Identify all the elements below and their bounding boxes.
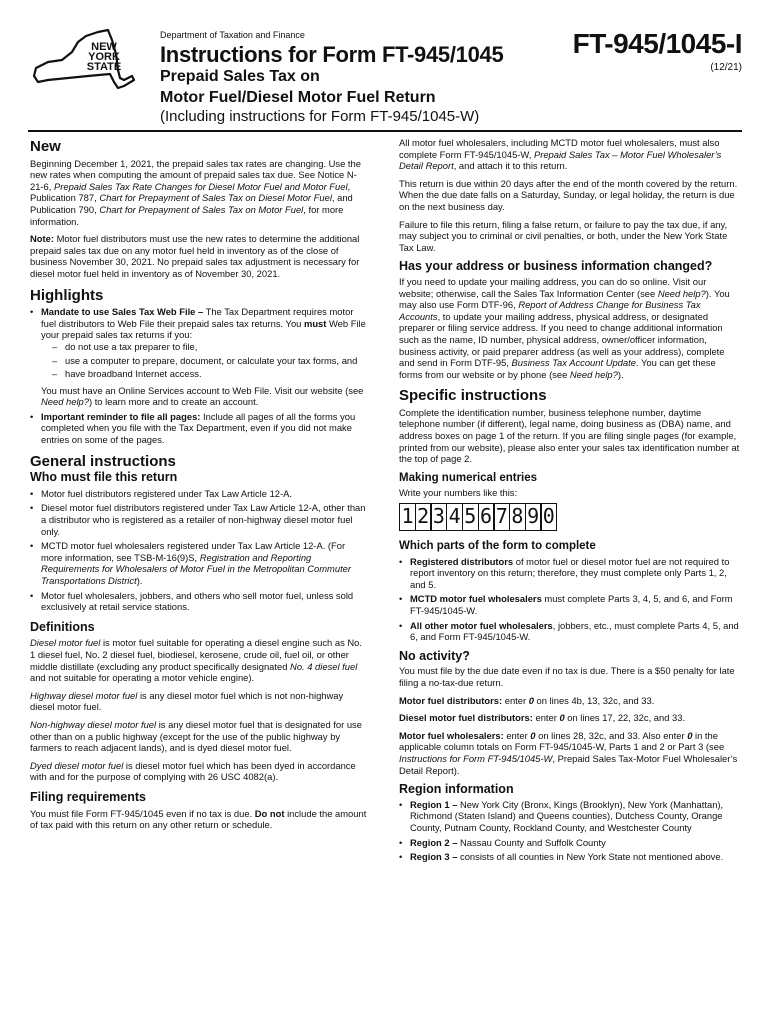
list-item: • Diesel motor fuel distributors registered under Tax Law Article 12-A, other than a distributor who is registered as a retailer of non-highway diesel motor fuel only.: [30, 502, 368, 537]
digit-box: 5: [462, 503, 479, 531]
list-item: • Registered distributors of motor fuel or diesel motor fuel are not required to report inventory on this return; therefore, they must complete only Parts 1, 2, and 5.: [399, 556, 741, 591]
subtitle-line-1: Prepaid Sales Tax on: [160, 68, 320, 85]
specific-instructions-text: Complete the identification number, business telephone number, daytime telephone number (if different), legal name, doing business as (DBA) name, and address boxes on page 1 of the return. If you are filing single pages (for example, printed from our website), please also enter your sales tax identification number at the top of page 2.: [399, 406, 740, 465]
numerical-entries-heading: Making numerical entries: [399, 471, 538, 484]
page-title: Instructions for Form FT-945/1045: [160, 42, 504, 67]
highlights-heading: Highlights: [30, 286, 104, 304]
specific-instructions-heading: Specific instructions: [399, 387, 547, 405]
list-item: • Motor fuel distributors registered under Tax Law Article 12-A.: [30, 488, 368, 500]
list-item: • MCTD motor fuel wholesalers registered under Tax Law Article 12-A. (For more information, see TSB-M-16(9)S, Registration and Reporting Requirements for Wholesalers of Motor Fuel in the Metropolitan Commuter Transportations District).: [30, 540, 368, 586]
digit-box: 4: [446, 503, 463, 531]
which-parts-heading: Which parts of the form to complete: [399, 540, 596, 553]
definitions-heading: Definitions: [30, 619, 95, 634]
no-activity-diesel-distributors: Diesel motor fuel distributors: enter 0 on lines 17, 22, 32c, and 33.: [399, 712, 686, 724]
no-activity-wholesalers: Motor fuel wholesalers: enter 0 on lines 28, 32c, and 33. Also enter 0 in the applicable column totals on Form FT-945/1045-W, Parts 1 and 2 or Part 3 (see Instructions for Form FT-945/1045-W, Prepaid Sales Tax-Motor Fuel Wholesaler’s Detail Report).: [399, 729, 738, 776]
no-activity-distributors: Motor fuel distributors: enter 0 on lines 4b, 13, 32c, and 33.: [399, 694, 655, 706]
right-column: [399, 137, 741, 869]
new-heading: New: [30, 138, 61, 155]
general-instructions-heading: General instructions: [30, 452, 176, 470]
wholesalers-paragraph: All motor fuel wholesalers, including MCTD motor fuel wholesalers, must also complete Form FT-945/1045-W, Prepaid Sales Tax – Motor Fuel Wholesaler’s Detail Report, and attach it to this return.: [399, 137, 722, 172]
new-note: Note: Motor fuel distributors must use the new rates to determine the additional prepaid sales tax due on any motor fuel held in inventory as of the close of business November 30, 2021. No prepaid sales tax adjustment is necessary for diesel motor fuel held in inventory as of November 30, 2021.: [30, 233, 360, 279]
digit-box: 9: [525, 503, 542, 531]
subtitle-line-2: Motor Fuel/Diesel Motor Fuel Return: [160, 89, 436, 106]
definition-diesel: Diesel motor fuel is motor fuel suitable for operating a diesel engine such as No. 1 diesel fuel, No. 2 diesel fuel, biodiesel, kerosene, crude oil, fuel oil, or other middle distillate (excluding any product specifically designated No. 4 diesel fuel and not suitable for operating a motor vehicle engine).: [30, 637, 362, 684]
left-column: [30, 137, 368, 837]
subtitle-line-3: (Including instructions for Form FT-945/1045-W): [160, 108, 480, 125]
due-date-paragraph: This return is due within 20 days after the end of the month covered by the return. When the due date falls on a Saturday, Sunday, or legal holiday, the return is due on the next business day.: [399, 177, 738, 212]
list-item: • Motor fuel wholesalers, jobbers, and others who sell motor fuel, unless sold exclusively at retail service stations.: [30, 590, 368, 613]
no-activity-text: You must file by the due date even if no tax is due. There is a $50 penalty for late filing a no-tax-due return.: [399, 665, 735, 688]
who-must-file-list: [30, 488, 368, 613]
list-item: – do not use a tax preparer to file,: [41, 341, 368, 353]
filing-requirements-heading: Filing requirements: [30, 789, 146, 804]
definition-non-highway: Non-highway diesel motor fuel is any diesel motor fuel that is designated for use other than on a public highway (except for the use of the public highway by farmers to reach adjacent lands), and is dyed diesel motor fuel.: [30, 718, 362, 754]
address-change-heading: Has your address or business information changed?: [399, 259, 713, 274]
list-item: • Important reminder to file all pages: Include all pages of all the forms you completed when you file with the Tax Department, even if you did not make entries on some of the pages.: [30, 411, 368, 446]
list-item: • Region 1 – New York City (Bronx, Kings (Brooklyn), New York (Manhattan), Richmond (Staten Island) and Queens counties), Dutchess County, Orange County, Putnam County, Rockland County, and Westchester County: [399, 799, 741, 834]
which-parts-list: [399, 556, 741, 643]
online-services-note: You must have an Online Services account to Web File. Visit our website (see Need help?) to learn more and to create an account.: [41, 384, 364, 408]
digit-box: 2: [415, 503, 432, 531]
list-item: • All other motor fuel wholesalers, jobbers, etc., must complete Parts 4, 5, and 6, and Form FT-945/1045-W.: [399, 620, 741, 643]
list-item: • MCTD motor fuel wholesalers must complete Parts 3, 4, 5, and 6, and Form FT-945/1045-W.: [399, 593, 741, 616]
digit-box: 8: [509, 503, 526, 531]
web-file-conditions: [41, 341, 368, 380]
highlights-list: [30, 306, 368, 446]
list-item: – have broadband Internet access.: [41, 368, 368, 380]
revision-date: (12/21): [710, 62, 742, 73]
filing-requirements-text: You must file Form FT-945/1045 even if no tax is due. Do not include the amount of tax paid with this return on any other return or schedule.: [30, 807, 367, 831]
no-activity-heading: No activity?: [399, 648, 470, 663]
digit-box: 6: [478, 503, 495, 531]
digit-box: 3: [430, 503, 447, 531]
region-list: [399, 799, 741, 863]
list-item: – use a computer to prepare, document, or calculate your tax forms, and: [41, 355, 368, 367]
penalties-paragraph: Failure to file this return, filing a false return, or failure to pay the tax due, if any, may subject you to criminal or civil penalties, or both, under the New York State Tax Law.: [399, 218, 728, 253]
digit-box: 1: [399, 503, 416, 531]
definition-dyed: Dyed diesel motor fuel is diesel motor fuel which has been dyed in accordance with and for the purpose of complying with 26 USC 4082(a).: [30, 759, 356, 783]
list-item: • Region 3 – consists of all counties in New York State not mentioned above.: [399, 851, 741, 863]
logo-text: NEW YORK STATE: [86, 41, 122, 73]
region-information-heading: Region information: [399, 782, 514, 797]
address-change-text: If you need to update your mailing address, you can do so online. Visit our website; otherwise, call the Sales Tax Information Center (see Need help?). You may also use Form DTF-96, Report of Address Change for Business Tax Accounts, to update your mailing address, physical address, or designated preparer or filing service address. If you need to change additional information such as the name, ID number, physical address, owner/officer information, business activity, or paid preparer address (as well as your address), complete and send in Form DTF-95, Business Tax Account Update. You can get these forms from our website or by phone (see Need help?).: [399, 275, 730, 380]
ny-state-logo: [28, 22, 138, 102]
form-number: FT-945/1045-I: [572, 28, 742, 59]
digit-example: [399, 503, 741, 531]
header-divider: [28, 130, 742, 132]
numerical-entries-text: Write your numbers like this:: [399, 487, 518, 499]
digit-box: 7: [493, 503, 510, 531]
new-paragraph: Beginning December 1, 2021, the prepaid sales tax rates are changing. Use the new rates when computing the amount of prepaid sales tax due. See Notice N-21-6, Prepaid Sales Tax Rate Changes for Diesel Motor Fuel and Motor Fuel, Publication 787, Chart for Prepayment of Sales Tax on Diesel Motor Fuel, and Publication 790, Chart for Prepayment of Sales Tax on Motor Fuel, for more information.: [30, 157, 361, 227]
list-item: • Mandate to use Sales Tax Web File – The Tax Department requires motor fuel distributors to Web File their prepaid sales tax returns. You must Web File your prepaid sales tax returns if you: – do not use a tax preparer to file, – use a computer to prepare, document, or calculate your tax forms, and – have broadband Internet access. You must have an Online Services account to Web File. Visit our website (see Need help?) to learn more and to create an account.: [30, 306, 368, 408]
definition-highway: Highway diesel motor fuel is any diesel motor fuel which is not non-highway diesel motor fuel.: [30, 689, 344, 713]
list-item: • Region 2 – Nassau County and Suffolk County: [399, 837, 741, 849]
digit-box: 0: [540, 503, 557, 531]
department-name: Department of Taxation and Finance: [160, 30, 305, 40]
who-must-file-heading: Who must file this return: [30, 470, 178, 485]
